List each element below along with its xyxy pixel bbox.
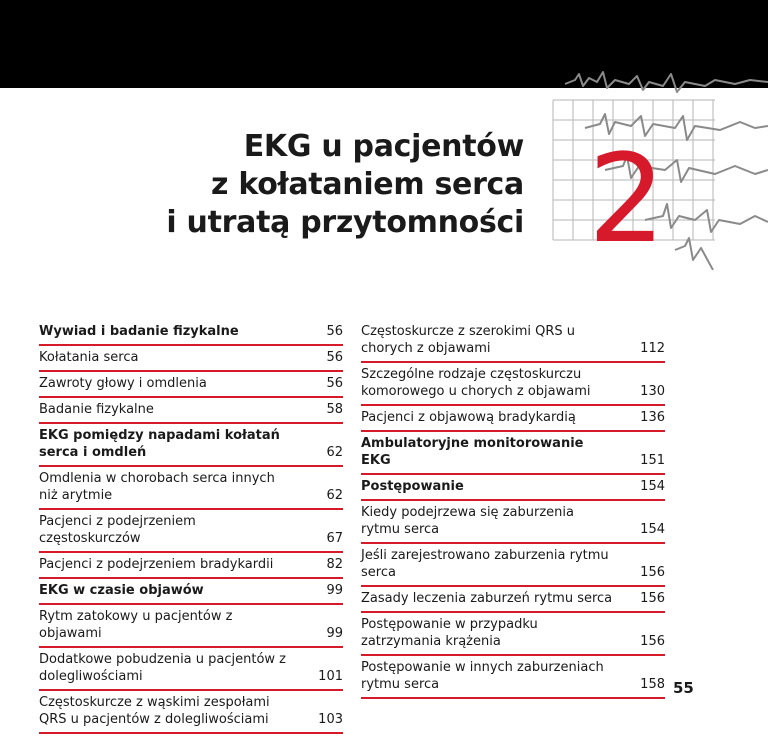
toc-entry-title: EKG pomiędzy napadami kołatań serca i omdleń bbox=[39, 428, 280, 460]
toc-entry-title: Kiedy podejrzewa się zaburzenia rytmu serca bbox=[361, 505, 574, 537]
toc-entry-title: Rytm zatokowy u pacjentów z objawami bbox=[39, 609, 233, 641]
toc-entry-page: 62 bbox=[326, 488, 343, 503]
toc-entry-page: 56 bbox=[326, 376, 343, 391]
toc-entry[interactable] bbox=[39, 579, 343, 605]
toc-entry[interactable] bbox=[39, 372, 343, 398]
toc-entry-page: 158 bbox=[640, 677, 665, 692]
toc-entry-title: Szczególne rodzaje częstoskurczu komorowego u chorych z objawami bbox=[361, 367, 591, 399]
toc-entry-title: Postępowanie w innych zaburzeniach rytmu serca bbox=[361, 660, 604, 692]
toc-entry-page: 67 bbox=[326, 531, 343, 546]
toc-entry-title: Postępowanie w przypadku zatrzymania krążenia bbox=[361, 617, 538, 649]
chapter-number: 2 bbox=[588, 128, 666, 270]
toc-entry-title: Ambulatoryjne monitorowanie EKG bbox=[361, 436, 584, 468]
toc-entry-page: 156 bbox=[640, 634, 665, 649]
chapter-title-line: z kołataniem serca bbox=[211, 167, 524, 202]
chapter-title-line: EKG u pacjentów bbox=[243, 129, 524, 164]
toc-entry-page: 151 bbox=[640, 453, 665, 468]
toc-entry[interactable] bbox=[361, 475, 665, 501]
toc-entry-page: 156 bbox=[640, 565, 665, 580]
toc-entry[interactable] bbox=[39, 398, 343, 424]
toc-entry[interactable] bbox=[39, 605, 343, 648]
toc-entry-title: Jeśli zarejestrowano zaburzenia rytmu serca bbox=[361, 548, 609, 580]
toc-entry-title: Omdlenia w chorobach serca innych niż arytmie bbox=[39, 471, 275, 503]
toc-entry[interactable] bbox=[361, 587, 665, 613]
toc-entry[interactable] bbox=[361, 320, 665, 363]
toc-entry-title: Kołatania serca bbox=[39, 350, 139, 365]
toc-entry-title: EKG w czasie objawów bbox=[39, 583, 204, 598]
toc-entry-title: Pacjenci z podejrzeniem częstoskurczów bbox=[39, 514, 196, 546]
toc-entry[interactable] bbox=[39, 320, 343, 346]
toc-entry[interactable] bbox=[39, 467, 343, 510]
toc-entry-title: Pacjenci z objawową bradykardią bbox=[361, 410, 576, 425]
toc-entry[interactable] bbox=[361, 656, 665, 699]
toc-entry[interactable] bbox=[39, 346, 343, 372]
toc-entry-title: Zawroty głowy i omdlenia bbox=[39, 376, 207, 391]
toc-entry-title: Badanie fizykalne bbox=[39, 402, 154, 417]
toc-entry-title: Postępowanie bbox=[361, 479, 464, 494]
toc-entry[interactable] bbox=[361, 406, 665, 432]
toc-right-column bbox=[361, 320, 665, 699]
toc-entry-page: 62 bbox=[326, 445, 343, 460]
toc-entry[interactable] bbox=[361, 363, 665, 406]
toc-entry-page: 101 bbox=[318, 669, 343, 684]
toc-entry[interactable] bbox=[361, 613, 665, 656]
toc-entry-page: 56 bbox=[326, 350, 343, 365]
toc-entry-title: Dodatkowe pobudzenia u pacjentów z dolegliwościami bbox=[39, 652, 287, 684]
toc-entry-page: 99 bbox=[326, 626, 343, 641]
toc-entry-page: 136 bbox=[640, 410, 665, 425]
toc-entry-page: 82 bbox=[326, 557, 343, 572]
toc-entry[interactable] bbox=[39, 553, 343, 579]
toc-entry[interactable] bbox=[361, 501, 665, 544]
toc-entry[interactable] bbox=[39, 424, 343, 467]
toc-entry-page: 99 bbox=[326, 583, 343, 598]
toc-entry-title: Częstoskurcze z wąskimi zespołami QRS u pacjentów z dolegliwościami bbox=[39, 695, 270, 727]
toc-left-column bbox=[39, 320, 343, 734]
toc-entry-title: Zasady leczenia zaburzeń rytmu serca bbox=[361, 591, 613, 606]
chapter-title bbox=[166, 128, 524, 242]
toc-entry-page: 56 bbox=[326, 324, 343, 339]
toc-entry[interactable] bbox=[361, 432, 665, 475]
toc-entry-page: 154 bbox=[640, 522, 665, 537]
toc-entry-page: 58 bbox=[326, 402, 343, 417]
toc-entry[interactable] bbox=[39, 691, 343, 734]
toc-entry-title: Pacjenci z podejrzeniem bradykardii bbox=[39, 557, 274, 572]
toc-entry-page: 103 bbox=[318, 712, 343, 727]
toc-entry[interactable] bbox=[39, 648, 343, 691]
toc-entry-page: 112 bbox=[640, 341, 665, 356]
toc-entry-title: Częstoskurcze z szerokimi QRS u chorych z objawami bbox=[361, 324, 576, 356]
toc-entry-page: 156 bbox=[640, 591, 665, 606]
toc-entry-page: 130 bbox=[640, 384, 665, 399]
toc-entry[interactable] bbox=[39, 510, 343, 553]
toc-entry-page: 154 bbox=[640, 479, 665, 494]
chapter-title-line: i utratą przytomności bbox=[166, 205, 524, 240]
toc-entry-title: Wywiad i badanie fizykalne bbox=[39, 324, 239, 339]
page-number: 55 bbox=[673, 679, 694, 697]
toc-entry[interactable] bbox=[361, 544, 665, 587]
